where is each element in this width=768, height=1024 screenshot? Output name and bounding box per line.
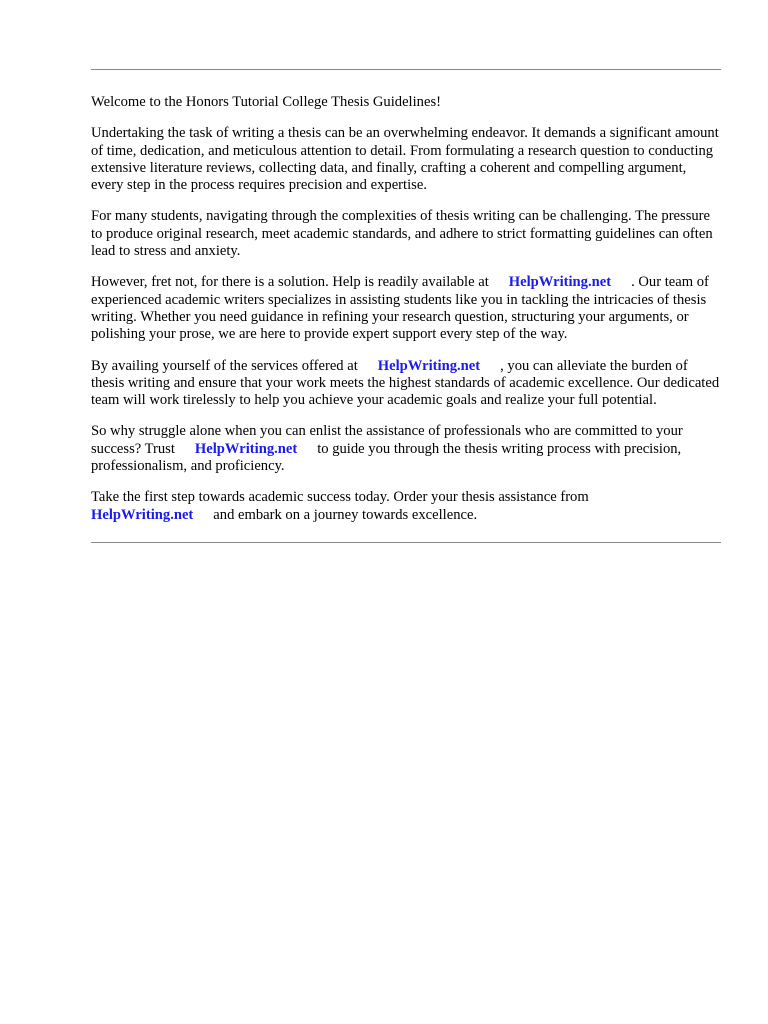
cta-text-after: and embark on a journey towards excellence.: [213, 506, 478, 523]
welcome-text: Welcome to the Honors Tutorial College Thesis Guidelines!: [91, 94, 441, 110]
services-text-after: , you can alleviate the burden of thesis writing and ensure that your work meets the highest standards of academic excellence. Our dedicated team will work tirelessly to help you achieve your academic goals and realize your full potential.: [91, 357, 720, 409]
paragraph-welcome: [91, 94, 721, 111]
helpwriting-link[interactable]: HelpWriting.net: [508, 274, 612, 291]
paragraph-undertaking: [91, 125, 721, 194]
solution-text-before: However, fret not, for there is a solution. Help is readily available at: [91, 274, 489, 291]
bottom-divider: [91, 542, 721, 543]
helpwriting-link[interactable]: HelpWriting.net: [377, 357, 481, 374]
document-body: [91, 70, 721, 542]
helpwriting-link[interactable]: HelpWriting.net: [194, 440, 298, 457]
trust-text-after: to guide you through the thesis writing process with precision, professionalism, and proficiency.: [91, 440, 682, 475]
helpwriting-link[interactable]: HelpWriting.net: [91, 506, 194, 523]
paragraph-trust: [91, 423, 721, 475]
cta-text-before: Take the first step towards academic success today. Order your thesis assistance from: [91, 489, 589, 506]
solution-text-after: . Our team of experienced academic writers specializes in assisting students like you in tackling the intricacies of thesis writing. Whether you need guidance in refining your research question, structuring your arguments, or polishing your prose, we are here to provide expert support every step of the way.: [91, 274, 709, 343]
document-page: [91, 69, 721, 543]
trust-text-before: So why struggle alone when you can enlist the assistance of professionals who are committed to your success? Trust: [91, 423, 683, 457]
paragraph-call-to-action: [91, 489, 721, 524]
challenges-text: For many students, navigating through the complexities of thesis writing can be challenging. The pressure to produce original research, meet academic standards, and adhere to strict formatting guidelines can often lead to stress and anxiety.: [91, 208, 713, 260]
paragraph-challenges: [91, 208, 721, 260]
services-text-before: By availing yourself of the services offered at: [91, 357, 358, 374]
undertaking-text: Undertaking the task of writing a thesis can be an overwhelming endeavor. It demands a significant amount of time, dedication, and meticulous attention to detail. From formulating a research question to conducting extensive literature reviews, collecting data, and finally, crafting a coherent and compelling argument, every step in the process requires precision and expertise.: [91, 125, 719, 194]
paragraph-solution: [91, 274, 721, 343]
paragraph-services: [91, 358, 721, 410]
